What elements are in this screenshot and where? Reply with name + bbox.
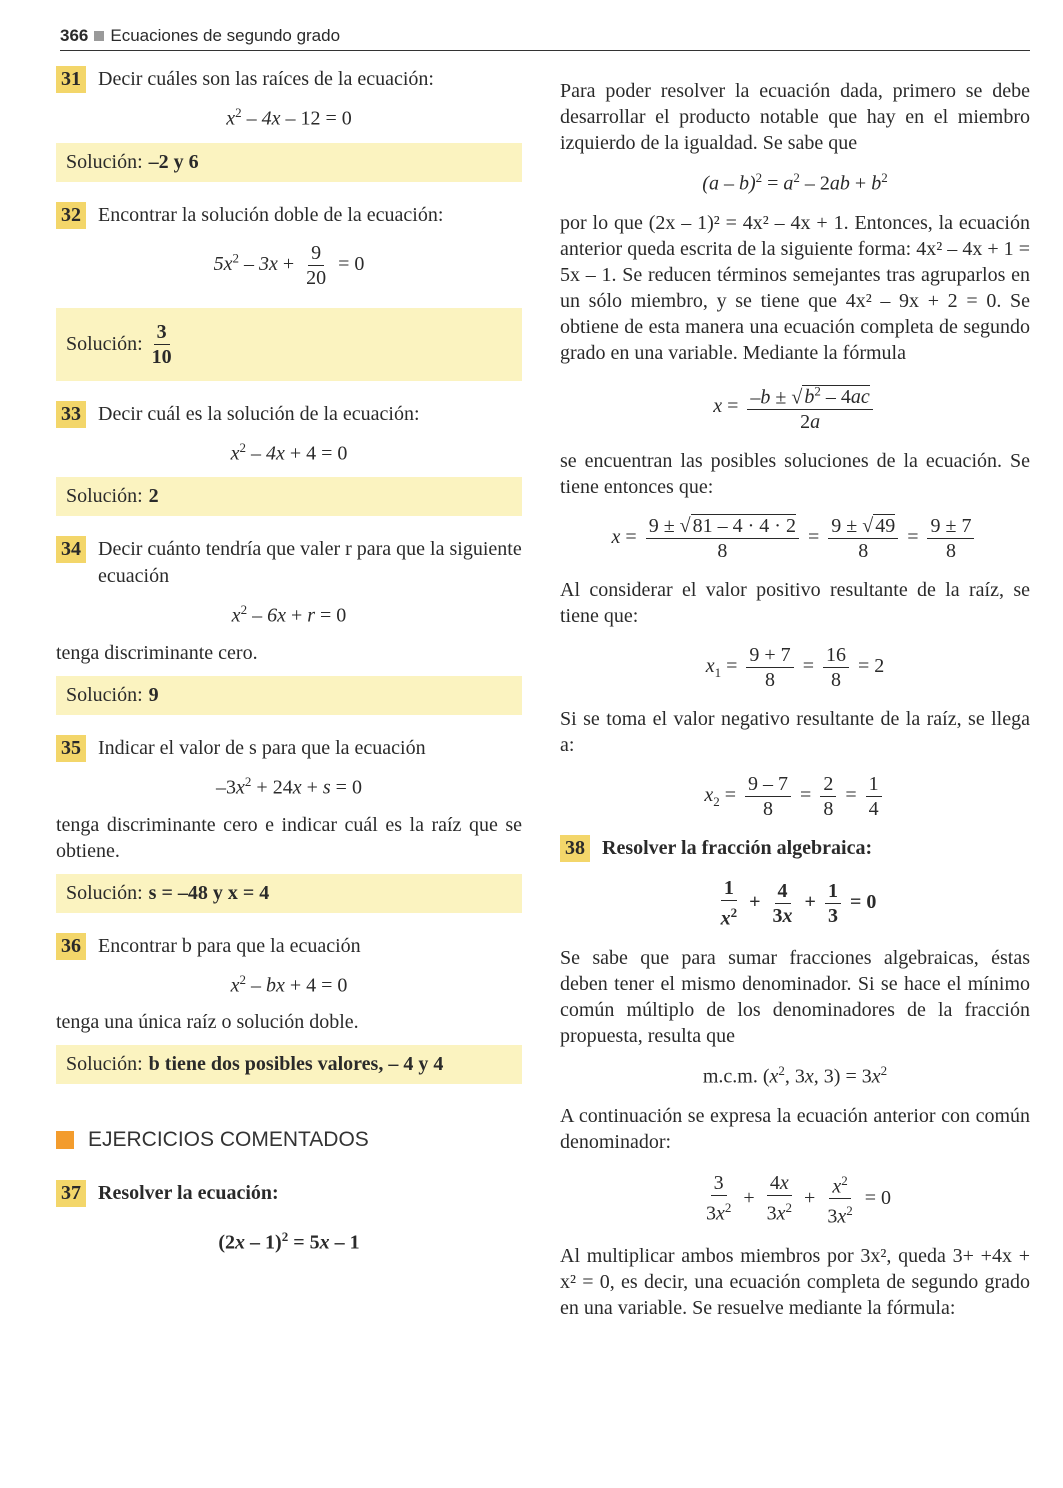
solution-label: Solución: (66, 683, 143, 706)
equation: $x^2$ – bx + 4 = 0 (230, 971, 348, 997)
equation: $(a - b)^2 = a^2 - 2ab + b^2$ (702, 170, 888, 195)
paragraph: Si se toma el valor negativo resultante de la raíz, se llega a: (560, 708, 1030, 757)
paragraph: A continuación se expresa la ecuación anterior con común denominador: (560, 1104, 1030, 1153)
header-square-icon (94, 31, 104, 41)
solution-box (56, 308, 522, 381)
left-column (56, 66, 522, 1267)
exercise-text: Decir cuánto tendría que valer r para que la siguiente ecuación (98, 538, 522, 588)
paragraph: se encuentran las posibles soluciones de la ecuación. Se tiene entonces que: (560, 450, 1030, 499)
solution-box (56, 143, 522, 182)
equation: $\frac{3}{3x^2}$ + $\frac{4x}{3x^2}$ + $\frac{x^2}{3x^2}$ = 0 (560, 1169, 1030, 1229)
solution-value: 9 (148, 683, 159, 706)
exercise-text: Resolver la ecuación: (98, 1182, 279, 1205)
exercise-text: Resolver la fracción algebraica: (602, 837, 873, 860)
exercise-37 (56, 1180, 522, 1207)
equation: $x^2 - 4x + 4 = 0$ (230, 439, 348, 465)
exercise-text: Decir cuáles son las raíces de la ecuación: (98, 68, 434, 90)
exercise-36 (56, 933, 522, 960)
solution-numerator: 3 (154, 320, 170, 345)
solution-label: Solución: (66, 485, 143, 508)
equation: $5x^2 - 3x$ + $\frac{9}{20}$ = 0 (213, 241, 365, 289)
exercise-number: 36 (56, 933, 86, 960)
equation: $x_2$ = $\frac{9 - 7}{8}$ = $\frac{2}{8}$ = $\frac{1}{4}$ (560, 772, 1030, 821)
exercise-number: 35 (56, 735, 86, 762)
solution-label: Solución: (66, 881, 143, 904)
exercise-32 (56, 202, 522, 229)
solution-fraction (149, 320, 175, 369)
equation: $x^2 - 6x + r = 0$ (231, 602, 347, 627)
exercise-text: Encontrar b para que la ecuación (98, 934, 361, 957)
solution-value: s = –48 y x = 4 (148, 881, 270, 904)
exercise-33 (56, 401, 522, 428)
page-header (60, 22, 1030, 51)
paragraph: Se sabe que para sumar fracciones algebraicas, éstas deben tener el mismo denominador. Si se hace el mínimo común múltiplo de los denominadores de la fracción propuesta, resulta que (560, 946, 1030, 1047)
section-square-icon (56, 1131, 74, 1149)
paragraph: por lo que (2x – 1)² = 4x² – 4x + 1. Entonces, la ecuación anterior queda escrita de la siguiente forma: 4x² – 4x + 1 = 5x – 1. Se reducen términos semejantes tras agruparlos en un sólo miembro, y se tiene que 4x² – 9x + 2 = 0. Se obtiene de esta manera una ecuación completa de segundo grado en una variable. Mediante la fórmula (560, 211, 1030, 364)
exercise-number: 33 (56, 401, 86, 428)
solution-value: 2 (148, 485, 159, 508)
section-title (56, 1128, 522, 1152)
solution-value: b tiene dos posibles valores, – 4 y 4 (148, 1053, 444, 1076)
exercise-text: Decir cuál es la solución de la ecuación: (98, 402, 420, 425)
equation: x = $\frac{-b \pm √ b^2 - 4ac}{2a}$ (560, 380, 1030, 435)
exercise-text: Encontrar la solución doble de la ecuación: (98, 203, 444, 226)
exercise-35 (56, 735, 522, 762)
solution-box (56, 874, 522, 913)
section-label: EJERCICIOS COMENTADOS (88, 1128, 369, 1152)
exercise-34 (56, 536, 522, 590)
exercise-continuation: tenga discriminante cero. (56, 641, 258, 664)
solution-label: Solución: (66, 332, 143, 355)
solution-value: –2 y 6 (148, 150, 199, 173)
exercise-31 (56, 66, 522, 93)
exercise-38 (560, 835, 1030, 862)
page-number: 366 (60, 26, 89, 45)
exercise-number: 31 (56, 66, 86, 93)
right-column (560, 74, 1030, 1325)
solution-label: Solución: (66, 1053, 143, 1076)
exercise-number: 38 (560, 835, 590, 862)
paragraph: Al multiplicar ambos miembros por 3x², queda 3+ +4x + x² = 0, es decir, una ecuación completa de segundo grado en una variable. Se resuelve mediante la fórmula: (560, 1244, 1030, 1319)
exercise-number: 37 (56, 1180, 86, 1207)
solution-denominator: 10 (151, 345, 172, 368)
equation: $x_1$ = $\frac{9 + 7}{8}$ = $\frac{16}{8}$ = 2 (705, 644, 885, 692)
solution-box (56, 477, 522, 516)
equation: $\frac{1}{x^2}$ + $\frac{4}{3x}$ + $\frac{1}{3}$ = 0 (720, 877, 877, 930)
equation: $x^2 - 4x - 12 = 0$ (226, 105, 352, 130)
paragraph: Para poder resolver la ecuación dada, primero se debe desarrollar el producto notable que hay en el miembro izquierdo de la igualdad. Se sabe que (560, 80, 1030, 154)
solution-label: Solución: (66, 150, 143, 173)
equation: x = $\frac{9 \pm √ 81 - 4 \cdot 4 \cdot 2}{8}$ = $\frac{9 \pm √ 49}{8}$ = $\frac{9 \pm 7}{8}$ (560, 514, 1030, 563)
exercise-text: Indicar el valor de s para que la ecuación (98, 736, 426, 759)
paragraph: Al considerar el valor positivo resultante de la raíz, se tiene que: (560, 579, 1030, 628)
solution-box (56, 676, 522, 715)
equation: $-3x^2 + 24x + s = 0$ (216, 773, 362, 799)
solution-box (56, 1045, 522, 1084)
page-title: Ecuaciones de segundo grado (110, 26, 341, 45)
equation: (2x – 1)$^2$ = 5x – 1 (218, 1229, 360, 1254)
exercise-number: 34 (56, 536, 86, 563)
exercise-continuation: tenga una única raíz o solución doble. (56, 1011, 359, 1034)
exercise-continuation: tenga discriminante cero e indicar cuál es la raíz que se obtiene. (56, 813, 522, 862)
equation: m.c.m. ($x^2$, 3x, $3) = 3x^2$ (702, 1062, 888, 1088)
exercise-number: 32 (56, 202, 86, 229)
